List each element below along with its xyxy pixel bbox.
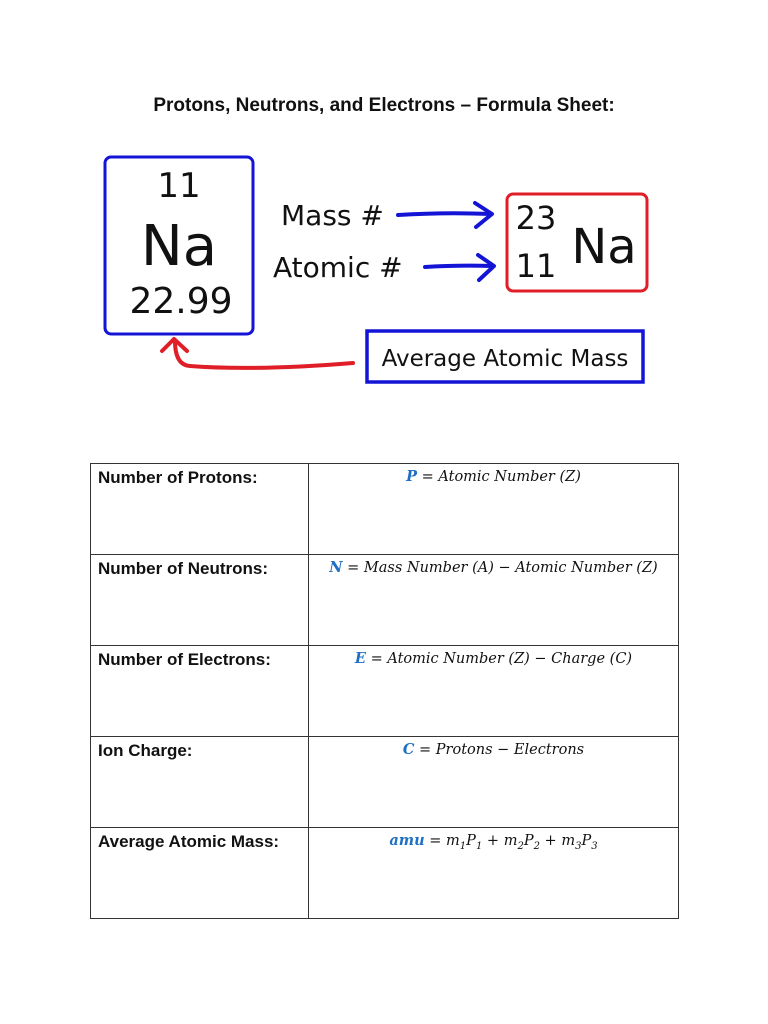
row-label: Number of Neutrons: <box>91 555 309 646</box>
formula-expression: = Protons − Electrons <box>414 742 585 758</box>
average-mass-arrow-icon <box>162 339 353 368</box>
row-label: Average Atomic Mass: <box>91 828 309 919</box>
atomic-number-label: Atomic # <box>273 251 403 284</box>
formula-table-body <box>91 464 679 919</box>
mass-arrow-icon <box>398 203 492 227</box>
formula-variable: amu <box>389 832 425 849</box>
element-mass: 22.99 <box>129 281 233 322</box>
table-row <box>91 737 679 828</box>
row-label: Number of Protons: <box>91 464 309 555</box>
table-row <box>91 555 679 646</box>
row-formula <box>309 555 679 646</box>
notation-symbol: Na <box>571 219 637 275</box>
table-row <box>91 646 679 737</box>
page-title: Protons, Neutrons, and Electrons – Formula Sheet: <box>153 95 615 116</box>
diagram-svg <box>95 145 655 395</box>
average-mass-label: Average Atomic Mass <box>381 346 629 372</box>
row-formula <box>309 737 679 828</box>
element-symbol: Na <box>140 214 218 279</box>
formula-expression: = Atomic Number (Z) − Charge (C) <box>365 651 633 667</box>
formula-variable: P <box>406 468 418 485</box>
atomic-arrow-icon <box>425 255 494 280</box>
formula-table <box>90 463 679 919</box>
notation-mass-number: 23 <box>515 199 557 237</box>
row-label: Ion Charge: <box>91 737 309 828</box>
sodium-notation-diagram <box>95 145 655 395</box>
table-row <box>91 464 679 555</box>
formula-variable: N <box>329 559 343 576</box>
mass-number-label: Mass # <box>281 199 384 232</box>
element-atomic-number: 11 <box>157 166 201 206</box>
formula-expression: = Atomic Number (Z) <box>417 469 581 485</box>
formula-expression: = $m_1P_1 + m_2P_2 + m_3P_3$ <box>424 833 598 852</box>
row-formula <box>309 464 679 555</box>
formula-variable: C <box>402 741 415 758</box>
row-label: Number of Electrons: <box>91 646 309 737</box>
formula-variable: E <box>354 650 366 667</box>
row-formula <box>309 646 679 737</box>
table-row <box>91 828 679 919</box>
formula-expression: = Mass Number (A) − Atomic Number (Z) <box>342 560 658 576</box>
notation-atomic-number: 11 <box>515 247 557 285</box>
row-formula <box>309 828 679 919</box>
